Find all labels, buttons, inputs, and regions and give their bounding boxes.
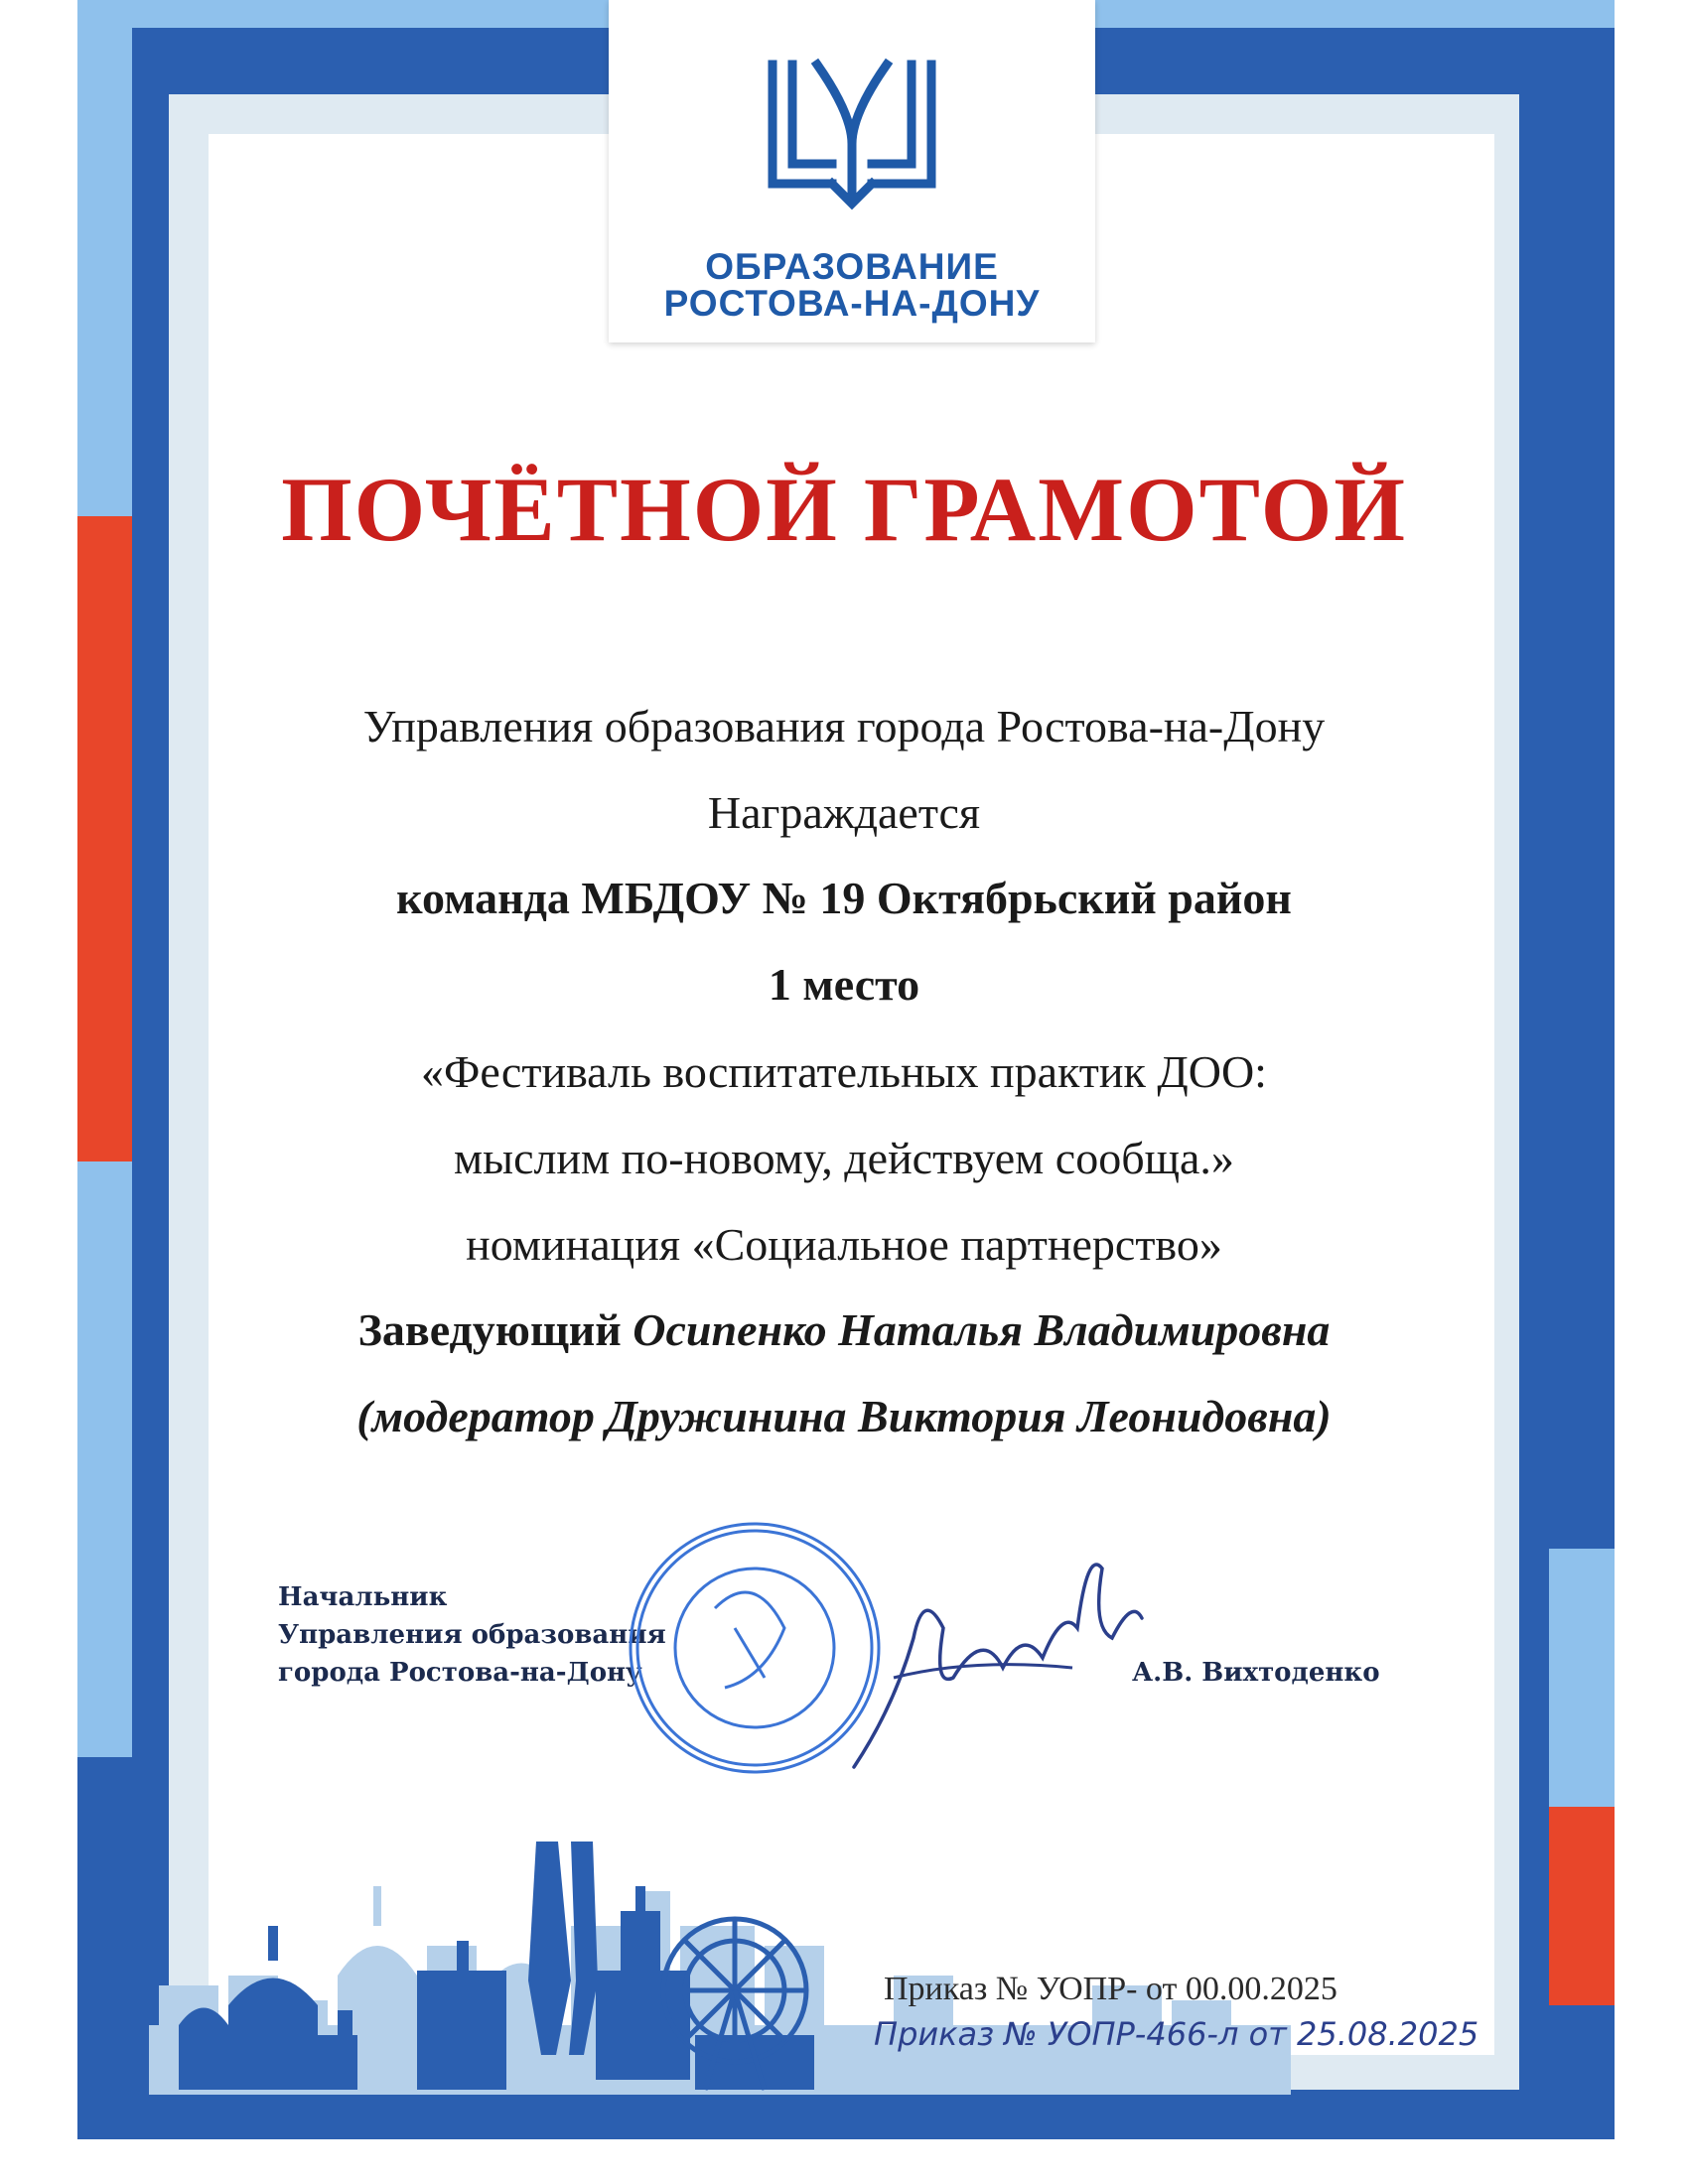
issuer-line: Управления образования города Ростова-на-Дону [362, 701, 1326, 751]
place-line: 1 место [768, 959, 920, 1010]
event-line-1: «Фестиваль воспитательных практик ДОО: [421, 1046, 1267, 1097]
signer-position-2: Управления образования [278, 1620, 666, 1650]
signer-position-3: города Ростова-на-Дону [278, 1658, 642, 1688]
head-role: Заведующий [357, 1304, 622, 1355]
awarded-line: Награждается [707, 787, 981, 838]
logo-line1: ОБРАЗОВАНИЕ [705, 246, 999, 287]
head-name: Осипенко Наталья Владимировна [633, 1304, 1331, 1355]
recipient-line: команда МБДОУ № 19 Октябрьский район [396, 873, 1292, 923]
order-printed: Приказ № УОПР- от 00.00.2025 [884, 1971, 1337, 2007]
event-line-2: мыслим по-новому, действуем сообща.» [454, 1133, 1234, 1183]
nomination-line: номинация «Социальное партнерство» [466, 1219, 1222, 1270]
signer-position-1: Начальник [278, 1582, 448, 1612]
logo-line2: РОСТОВА-НА-ДОНУ [663, 283, 1041, 324]
moderator-line: (модератор Дружинина Виктория Леонидовна) [356, 1391, 1332, 1441]
certificate-title: ПОЧЁТНОЙ ГРАМОТОЙ [281, 459, 1407, 560]
signer-name: А.В. Вихтоденко [1132, 1658, 1380, 1688]
order-handwritten: Приказ № УОПР-466-л от 25.08.2025 [874, 2015, 1479, 2053]
